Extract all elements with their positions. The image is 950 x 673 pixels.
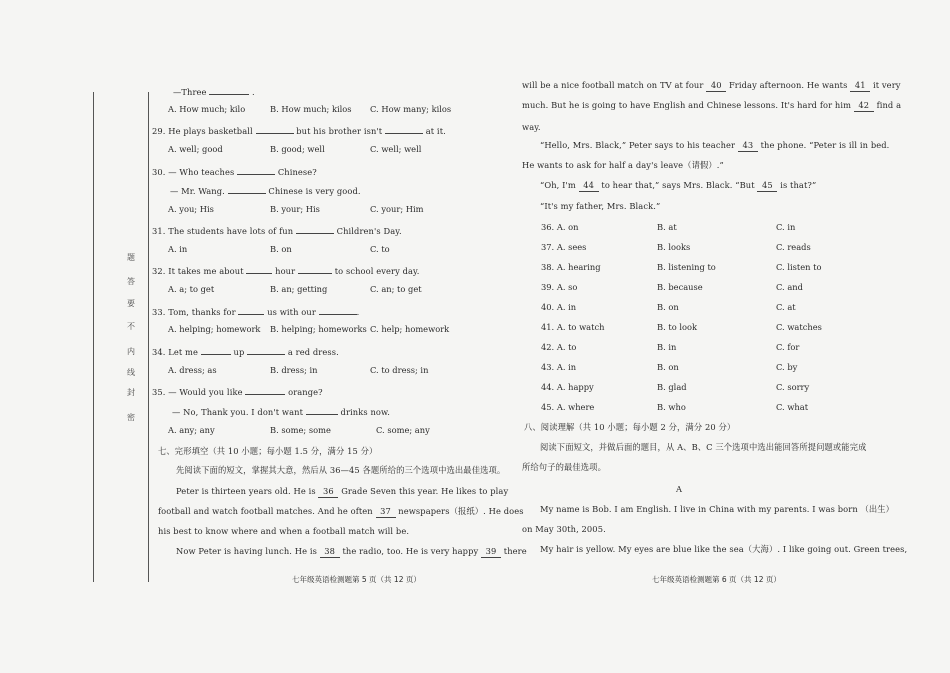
page-footer-right: 七年级英语检测题第 6 页（共 12 页） bbox=[652, 575, 781, 584]
passage-line-1 bbox=[176, 486, 508, 498]
passage-text: will be a nice football match on TV at four bbox=[522, 80, 704, 90]
q33-post: . bbox=[356, 307, 360, 317]
option: A. dress; as bbox=[168, 365, 217, 375]
option: B. on bbox=[657, 362, 679, 372]
passage-text: Peter is thirteen years old. He is bbox=[176, 486, 316, 496]
option: B. who bbox=[657, 402, 686, 412]
q35-pre: 35. — Would you like bbox=[152, 387, 243, 397]
option: A. helping; homework bbox=[168, 324, 261, 334]
q32-mid: hour bbox=[275, 266, 296, 276]
q29-pre: 29. He plays basketball bbox=[152, 126, 253, 136]
passage-text: Grade Seven this year. He likes to play bbox=[341, 486, 509, 496]
section-8-title: 八、阅读理解（共 10 小题；每小题 2 分，满分 20 分） bbox=[524, 422, 736, 432]
q30-answer-post: Chinese is very good. bbox=[268, 186, 361, 196]
option: 45. A. where bbox=[541, 402, 595, 412]
passage-text: Friday afternoon. He wants bbox=[728, 80, 848, 90]
q32-post: to school every day. bbox=[334, 266, 420, 276]
option: 40. A. in bbox=[541, 302, 577, 312]
q35-answer-pre: — No, Thank you. I don't want bbox=[172, 407, 304, 417]
passage-line-9: He wants to ask for half a day's leave（请假）.” bbox=[522, 160, 724, 170]
option: C. in bbox=[776, 222, 796, 232]
q34 bbox=[152, 345, 339, 358]
q29-post: at it. bbox=[425, 126, 446, 136]
section-7-instructions: 先阅读下面的短文，掌握其大意，然后从 36—45 各题所给的三个选项中选出最佳选项。 bbox=[176, 465, 506, 475]
passage-text: is that?” bbox=[780, 180, 817, 190]
passage-text: newspapers（报纸）. He does bbox=[398, 506, 524, 516]
q33-pre: 33. Tom, thanks for bbox=[152, 307, 236, 317]
q35-post: orange? bbox=[288, 387, 323, 397]
blank-number: 45 bbox=[757, 180, 777, 192]
q32-pre: 32. It takes me about bbox=[152, 266, 244, 276]
q34-post: a red dress. bbox=[287, 347, 339, 357]
option: B. dress; in bbox=[270, 365, 318, 375]
option: C. to dress; in bbox=[370, 365, 429, 375]
passage-line-7: way. bbox=[522, 122, 541, 132]
passage-line-5 bbox=[522, 80, 901, 92]
q30-post: Chinese? bbox=[277, 167, 317, 177]
blank-number: 44 bbox=[579, 180, 599, 192]
reading-line-3: My hair is yellow. My eyes are blue like the sea（大海）. I like going out. Green trees, bbox=[540, 544, 908, 554]
passage-line-6 bbox=[522, 100, 901, 112]
option: B. in bbox=[657, 342, 677, 352]
binding-char: 密 bbox=[127, 413, 135, 422]
option: B. your; His bbox=[270, 204, 320, 214]
binding-line-outer bbox=[93, 92, 94, 582]
q30-answer bbox=[170, 184, 361, 197]
reading-line-2: on May 30th, 2005. bbox=[522, 524, 606, 534]
option: B. glad bbox=[657, 382, 687, 392]
option: B. looks bbox=[657, 242, 691, 252]
blank-number: 38 bbox=[320, 546, 340, 558]
option: A. well; good bbox=[168, 144, 223, 154]
option: C. what bbox=[776, 402, 809, 412]
binding-line-inner bbox=[148, 92, 149, 582]
passage-line-3: his best to know where and when a football match will be. bbox=[158, 526, 410, 536]
option: C. by bbox=[776, 362, 798, 372]
q30-answer-pre: — Mr. Wang. bbox=[170, 186, 225, 196]
passage-line-10 bbox=[540, 180, 816, 192]
option: 39. A. so bbox=[541, 282, 578, 292]
passage-text: find a bbox=[876, 100, 902, 110]
option: 44. A. happy bbox=[541, 382, 594, 392]
option: B. at bbox=[657, 222, 677, 232]
page-footer-left: 七年级英语检测题第 5 页（共 12 页） bbox=[292, 575, 421, 584]
binding-char: 答 bbox=[127, 277, 135, 286]
option: 38. A. hearing bbox=[541, 262, 601, 272]
blank-number: 42 bbox=[854, 100, 874, 112]
binding-char: 题 bbox=[127, 253, 135, 262]
binding-char: 线 bbox=[127, 368, 135, 377]
blank-number: 40 bbox=[706, 80, 726, 92]
section-7-title: 七、完形填空（共 10 小题；每小题 1.5 分，满分 15 分） bbox=[158, 446, 378, 456]
q35-answer-post: drinks now. bbox=[340, 407, 390, 417]
option: C. your; Him bbox=[370, 204, 424, 214]
option: C. and bbox=[776, 282, 803, 292]
q35-question bbox=[152, 385, 323, 398]
option: C. How many; kilos bbox=[370, 104, 452, 114]
binding-char: 封 bbox=[127, 388, 135, 397]
option: B. How much; kilos bbox=[270, 104, 352, 114]
option: 42. A. to bbox=[541, 342, 577, 352]
option: 37. A. sees bbox=[541, 242, 587, 252]
passage-text: “Hello, Mrs. Black,” Peter says to his teacher bbox=[540, 140, 736, 150]
passage-label: A bbox=[676, 484, 682, 494]
q31-pre: 31. The students have lots of fun bbox=[152, 226, 294, 236]
q33 bbox=[152, 305, 359, 318]
option: C. sorry bbox=[776, 382, 810, 392]
option: C. at bbox=[776, 302, 796, 312]
option: A. any; any bbox=[168, 425, 215, 435]
passage-text: to hear that,” says Mrs. Black. “But bbox=[601, 180, 755, 190]
passage-text: it very bbox=[872, 80, 901, 90]
option: B. an; getting bbox=[270, 284, 328, 294]
binding-char: 内 bbox=[127, 347, 135, 356]
option: C. help; homework bbox=[370, 324, 450, 334]
passage-text: the phone. “Peter is ill in bed. bbox=[760, 140, 890, 150]
blank-number: 43 bbox=[738, 140, 758, 152]
q32 bbox=[152, 264, 419, 277]
option: B. on bbox=[657, 302, 679, 312]
option: A. How much; kilo bbox=[168, 104, 246, 114]
blank-number: 41 bbox=[850, 80, 870, 92]
section-8-instructions: 阅读下面短文，并做后面的题目，从 A、B、C 三个选项中选出能回答所提问题或能完成 bbox=[540, 442, 867, 452]
option: B. some; some bbox=[270, 425, 331, 435]
option: C. to bbox=[370, 244, 390, 254]
passage-text: Now Peter is having lunch. He is bbox=[176, 546, 317, 556]
q29 bbox=[152, 124, 446, 137]
passage-line-11: “It's my father, Mrs. Black.” bbox=[540, 201, 661, 211]
q34-mid: up bbox=[233, 347, 245, 357]
q30-pre: 30. — Who teaches bbox=[152, 167, 235, 177]
option: C. reads bbox=[776, 242, 811, 252]
option: 41. A. to watch bbox=[541, 322, 605, 332]
q31-post: Children's Day. bbox=[336, 226, 402, 236]
blank-number: 37 bbox=[376, 506, 396, 518]
option: A. in bbox=[168, 244, 188, 254]
q28-tail: —Three . bbox=[173, 87, 255, 97]
section-8-instructions-cont: 所给句子的最佳选项。 bbox=[522, 462, 606, 472]
option: B. good; well bbox=[270, 144, 325, 154]
option: C. for bbox=[776, 342, 800, 352]
q35-answer bbox=[172, 405, 390, 418]
option: C. well; well bbox=[370, 144, 422, 154]
option: 43. A. in bbox=[541, 362, 577, 372]
option: 36. A. on bbox=[541, 222, 579, 232]
passage-text: football and watch football matches. And he often bbox=[158, 506, 373, 516]
passage-line-2 bbox=[158, 506, 524, 518]
passage-line-8 bbox=[540, 140, 889, 152]
reading-line-1: My name is Bob. I am English. I live in China with my parents. I was born （出生） bbox=[540, 504, 895, 514]
binding-char: 要 bbox=[127, 299, 135, 308]
option: B. listening to bbox=[657, 262, 716, 272]
option: B. because bbox=[657, 282, 703, 292]
q33-mid: us with our bbox=[267, 307, 316, 317]
binding-char: 不 bbox=[127, 322, 135, 331]
q28-tail-text: —Three bbox=[173, 87, 207, 97]
option: B. on bbox=[270, 244, 292, 254]
option: C. watches bbox=[776, 322, 822, 332]
option: C. listen to bbox=[776, 262, 822, 272]
option: C. some; any bbox=[376, 425, 430, 435]
q29-mid: but his brother isn't bbox=[296, 126, 383, 136]
q30-question bbox=[152, 165, 317, 178]
option: B. to look bbox=[657, 322, 698, 332]
option: A. you; His bbox=[168, 204, 214, 214]
passage-text: the radio, too. He is very happy bbox=[342, 546, 479, 556]
q31 bbox=[152, 224, 402, 237]
q34-pre: 34. Let me bbox=[152, 347, 199, 357]
option: C. an; to get bbox=[370, 284, 422, 294]
passage-text: much. But he is going to have English and Chinese lessons. It's hard for him bbox=[522, 100, 852, 110]
passage-text: there bbox=[503, 546, 527, 556]
option: B. helping; homeworks bbox=[270, 324, 367, 334]
option: A. a; to get bbox=[168, 284, 215, 294]
blank-number: 36 bbox=[318, 486, 338, 498]
passage-text: “Oh, I'm bbox=[540, 180, 576, 190]
passage-line-4 bbox=[176, 546, 527, 558]
blank-number: 39 bbox=[481, 546, 501, 558]
